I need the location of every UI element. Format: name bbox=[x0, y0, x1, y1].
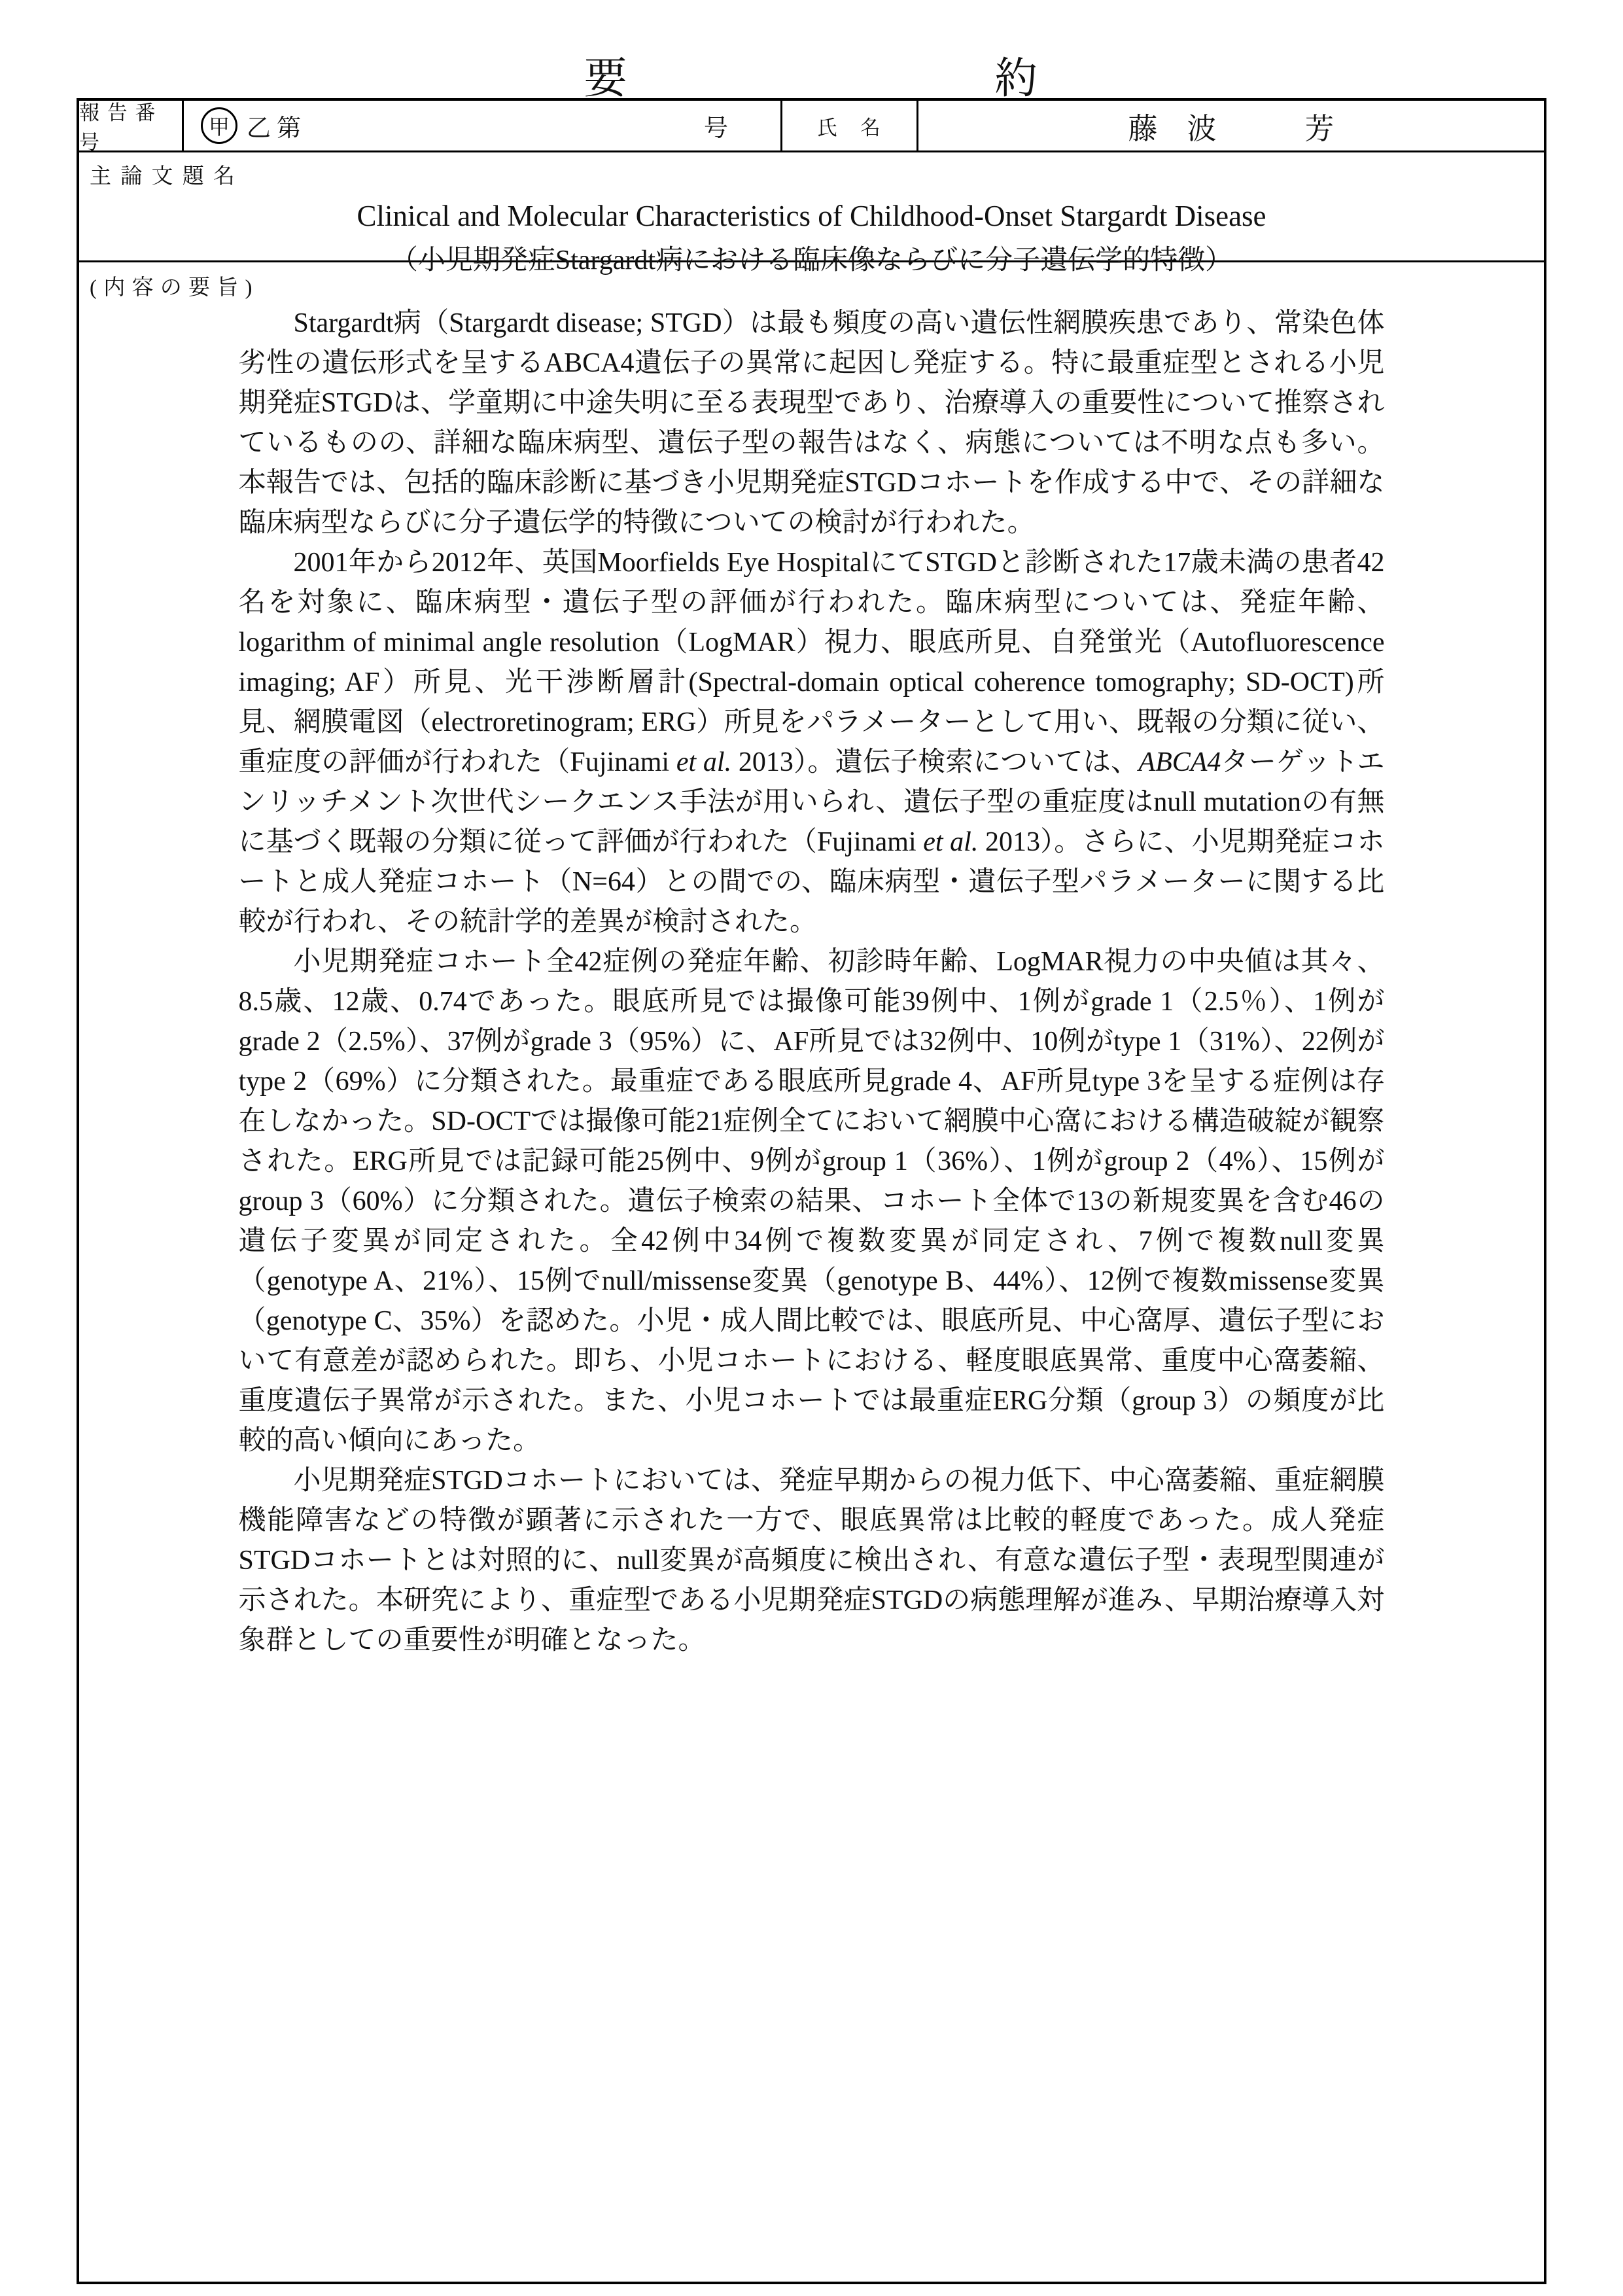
summary-paragraph: 小児期発症STGDコホートにおいては、発症早期からの視力低下、中心窩萎縮、重症網膜機能障害などの特徴が顕著に示された一方で、眼底異常は比較的軽度であった。成人発症STGDコホートとは対照的に、null変異が高頻度に検出され、有意な遺伝子型・表現型関連が示された。本研究により、重症型である小児期発症STGDの病態理解が進み、早期治療導入対象群としての重要性が明確となった。 bbox=[238, 1466, 1385, 1655]
page-title: 要 約 bbox=[584, 55, 1039, 103]
summary-paragraph: 小児期発症コホート全42症例の発症年齢、初診時年齢、LogMAR視力の中央値は其々、8.5歳、12歳、0.74であった。眼底所見では撮像可能39例中、1例がgrade 1（2.5％）、1例がgrade 2（2.5%）、37例がgrade 3（95%）に、AF所見では32例中、10例がtype 1（31%）、22例がtype 2（69%）に分類された。最重症である眼底所見grade 4、AF所見type 3を呈する症例は存在しなかった。SD-OCTでは撮像可能21症例全てにおいて網膜中心窩における構造破綻が観察された。ERG所見では記録可能25例中、9例がgroup 1（36%）、1例がgroup 2（4%）、15例がgroup 3（60%）に分類された。遺伝子検索の結果、コホート全体で13の新規変異を含む46の遺伝子変異が同定された。全42例中34例で複数変異が同定され、7例で複数null変異（genotype A、21%）、15例でnull/missense変異（genotype B、44%）、12例で複数missense変異（genotype C、35%）を認めた。小児・成人間比較では、眼底所見、中心窩厚、遺伝子型において有意差が認められた。即ち、小児コホートにおける、軽度眼底異常、重度中心窩萎縮、重度遺伝子異常が示された。また、小児コホートでは最重症ERG分類（group 3）の頻度が比較的高い傾向にあった。 bbox=[238, 947, 1385, 1456]
report-series-text: 乙 第 bbox=[247, 115, 302, 142]
abstract-form-box bbox=[77, 98, 1546, 2284]
report-header-row bbox=[79, 101, 1544, 152]
thesis-title-section-label: 主 論 文 題 名 bbox=[90, 165, 237, 188]
report-suffix-text: 号 bbox=[704, 115, 728, 142]
report-number-label: 報 告 番 号 bbox=[79, 101, 184, 150]
summary-section-label: ( 内 容 の 要 旨 ) bbox=[90, 276, 253, 300]
summary-paragraph: 2001年から2012年、英国Moorfields Eye HospitalにてSTGDと診断された17歳未満の患者42名を対象に、臨床病型・遺伝子型の評価が行われた。臨床病型については、発症年齢、logarithm of minimal angle resolution（LogMAR）視力、眼底所見、自発蛍光（Autofluorescence imaging; AF）所見、光干渉断層計(Spectral-domain optical coherence tomography; SD-OCT)所見、網膜電図（electroretinogram; ERG）所見をパラメーターとして用い、既報の分類に従い、重症度の評価が行われた（Fujinami et al. 2013）。遺伝子検索については、ABCA4ターゲットエンリッチメント次世代シークエンス手法が用いられ、遺伝子型の重症度はnull mutationの有無に基づく既報の分類に従って評価が行われた（Fujinami et al. 2013）。さらに、小児期発症コホートと成人発症コホート（N=64）との間での、臨床病型・遺伝子型パラメーターに関する比較が行われ、その統計学的差異が検討された。 bbox=[238, 548, 1385, 937]
thesis-title-english: Clinical and Molecular Characteristics of Childhood-Onset Stargardt Disease bbox=[357, 200, 1266, 232]
author-name: 藤 波 芳 bbox=[1128, 112, 1335, 145]
summary-body bbox=[239, 304, 1385, 1661]
summary-section bbox=[79, 262, 1544, 2282]
name-label: 氏 名 bbox=[782, 101, 918, 150]
summary-paragraph: Stargardt病（Stargardt disease; STGD）は最も頻度の高い遺伝性網膜疾患であり、常染色体劣性の遺伝形式を呈するABCA4遺伝子の異常に起因し発症する。特に最重症型とされる小児期発症STGDは、学童期に中途失明に至る表現型であり、治療導入の重要性について推察されているものの、詳細な臨床病型、遺伝子型の報告はなく、病態については不明な点も多い。本報告では、包括的臨床診断に基づき小児期発症STGDコホートを作成する中で、その詳細な臨床病型ならびに分子遺伝学的特徴についての検討が行われた。 bbox=[238, 308, 1385, 538]
report-number-field bbox=[184, 101, 782, 150]
thesis-title-section bbox=[79, 152, 1544, 275]
thesis-title-japanese: （小児期発症Stargardt病における臨床像ならびに分子遺伝学的特徴） bbox=[390, 245, 1233, 275]
circled-kou-mark: 甲 bbox=[201, 107, 237, 144]
